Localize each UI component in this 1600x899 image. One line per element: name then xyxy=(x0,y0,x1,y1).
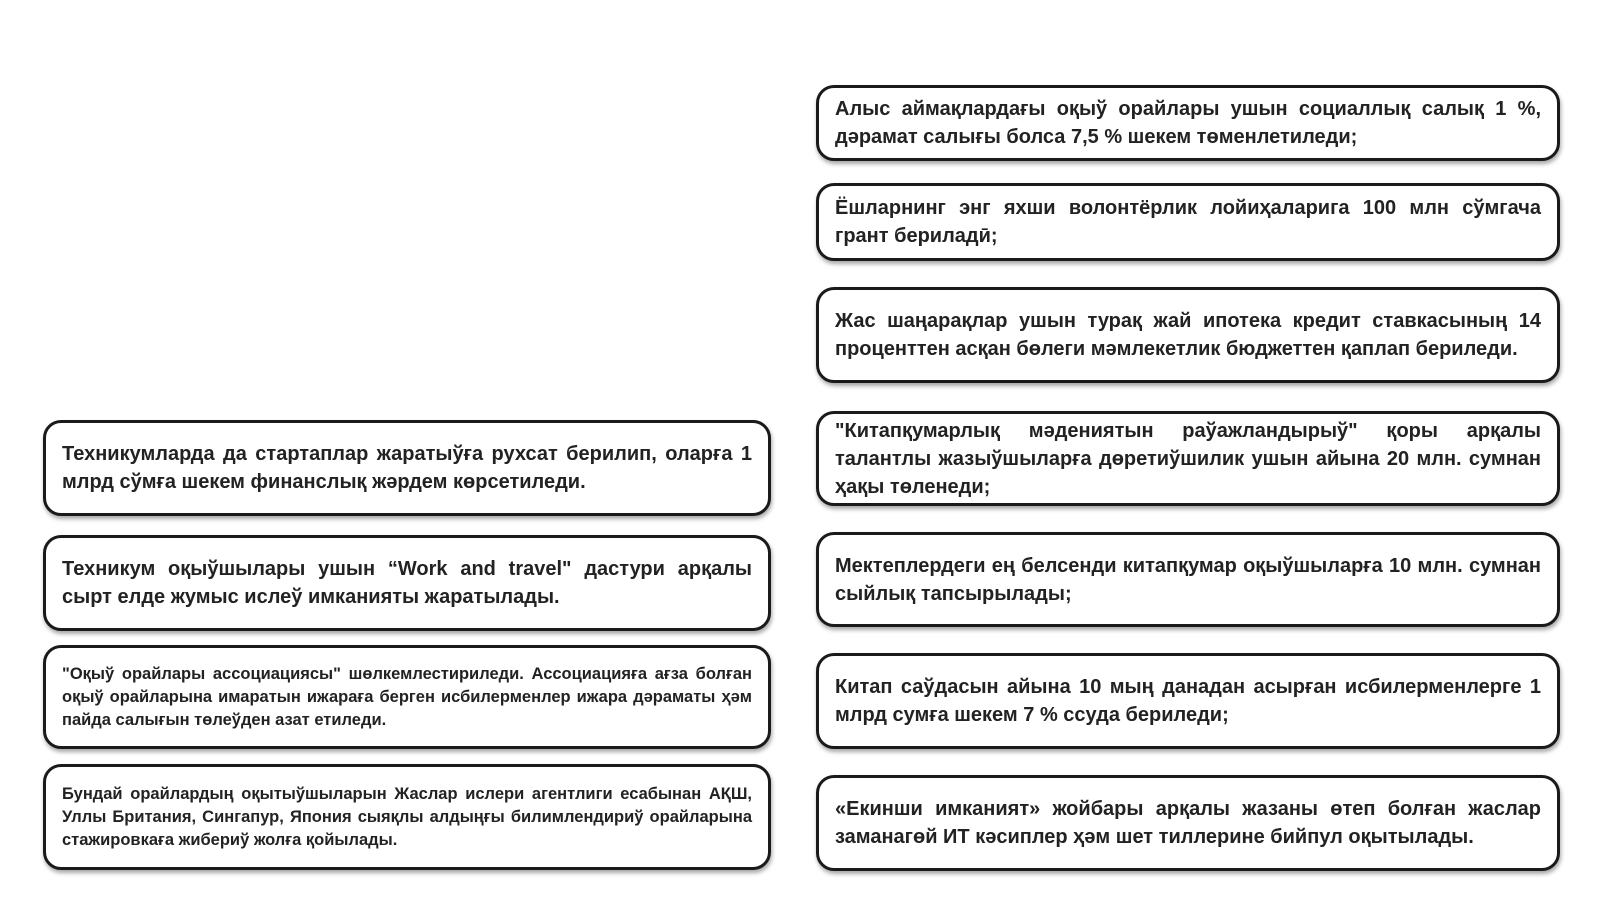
info-box-teacher-internships xyxy=(43,764,771,870)
info-box-writers-fund xyxy=(816,411,1560,506)
info-box-school-readers-award xyxy=(816,532,1560,627)
info-box-book-trade-loan xyxy=(816,653,1560,749)
info-box-text: Ёшларнинг энг яхши волонтёрлик лойиҳаларига 100 млн сўмгача грант бериладӣ; xyxy=(835,197,1541,247)
info-box-text: «Екинши имканият» жойбары арқалы жазаны өтеп болған жаслар заманагөй ИТ кәсиплер ҳәм шет тиллерине бийпул оқытылады. xyxy=(835,798,1541,848)
info-box-text: Алыс аймақлардағы оқыў орайлары ушын социаллық салық 1 %, дәрамат салығы болса 7,5 % шекем төменлетиледи; xyxy=(835,98,1541,148)
info-box-text: Мектеплердеги ең белсенди китапқумар оқыўшыларға 10 млн. сумнан сыйлық тапсырылады; xyxy=(835,554,1541,605)
info-box-social-tax xyxy=(816,85,1560,161)
info-box-mortgage-rate xyxy=(816,287,1560,383)
info-box-text: Техникумларда да стартаплар жаратыўға рухсат берилип, оларға 1 млрд сўмға шекем финанслық жәрдем көрсетиледи. xyxy=(62,443,752,493)
info-box-volunteer-grants xyxy=(816,183,1560,261)
info-box-text: "Китапқумарлық мәдениятын раўажландырыў" қоры арқалы талантлы жазыўшыларға дөретиўшилик ушын айына 20 млн. сумнан ҳақы төленеди; xyxy=(835,419,1541,498)
info-box-text: Китап саўдасын айына 10 мың данадан асырған исбилерменлерге 1 млрд сумға шекем 7 % ссуда бериледи; xyxy=(835,676,1541,726)
info-box-education-centers-association xyxy=(43,645,771,749)
info-box-second-chance-project xyxy=(816,775,1560,871)
info-box-text: Техникум оқыўшылары ушын “Work and travel" дастури арқалы сырт елде жумыс ислеў имканияты жаратылады. xyxy=(62,558,752,608)
info-box-technicum-startups xyxy=(43,420,771,516)
info-box-work-and-travel xyxy=(43,535,771,631)
info-box-text: Жас шаңарақлар ушын турақ жай ипотека кредит ставкасының 14 проценттен асқан бөлеги мәмлекетлик бюджеттен қаплап бериледи. xyxy=(835,310,1541,360)
info-box-text: "Оқыў орайлары ассоциациясы" шөлкемлестириледи. Ассоциацияға ағза болған оқыў орайларына имаратын ижараға берген исбилерменлер ижара дәраматы ҳәм пайда салығын төлеўден азат етиледи. xyxy=(62,664,752,729)
info-box-text: Бундай орайлардың оқытыўшыларын Жаслар ислери агентлиги есабынан АҚШ, Уллы Британия, Сингапур, Япония сыяқлы алдыңғы билимлендириў орайларына стажировкаға жибериў жолға қойылады. xyxy=(62,784,752,849)
